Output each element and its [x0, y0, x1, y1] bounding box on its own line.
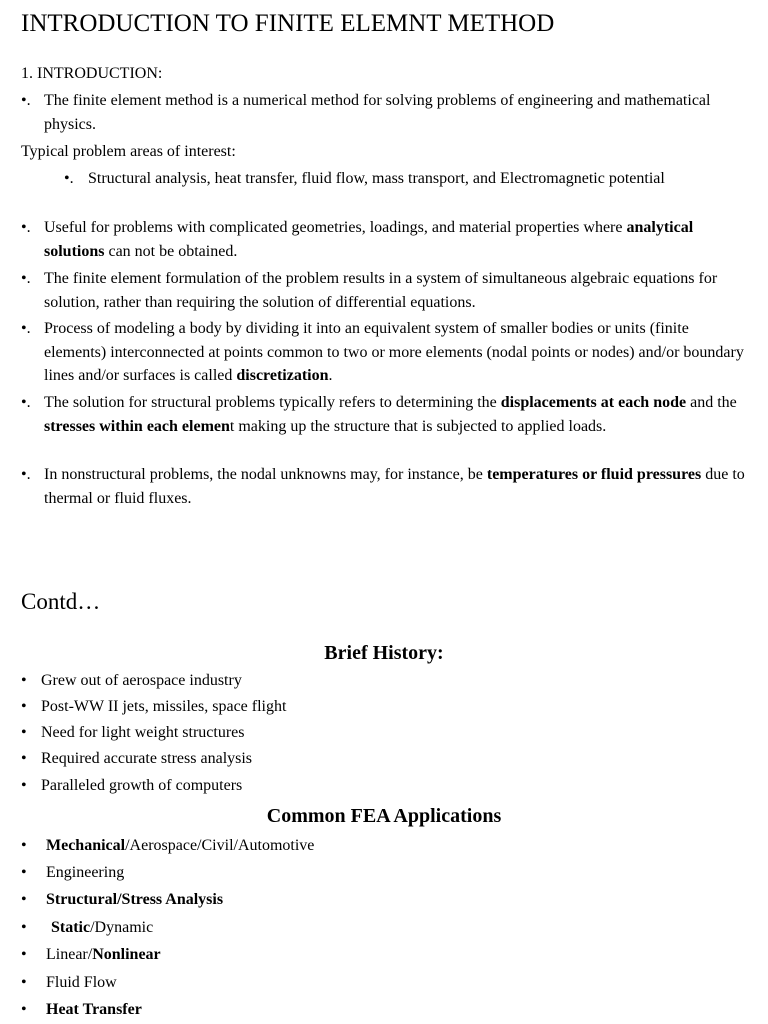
bullet-marker: •	[21, 724, 27, 741]
application-item	[46, 835, 314, 857]
bullet-marker: •	[21, 946, 27, 963]
text-run: In nonstructural problems, the nodal unknowns may, for instance, be	[44, 466, 487, 483]
text-run: The solution for structural problems typically refers to determining the	[44, 394, 501, 411]
intro-bullet-1: The finite element method is a numerical method for solving problems of engineering and mathematical physics.	[44, 92, 711, 133]
bullet-marker: •	[21, 864, 27, 881]
bold-term: Mechanical	[46, 837, 126, 854]
history-item: Grew out of aerospace industry	[41, 672, 242, 689]
bullet-marker: •.	[21, 92, 31, 109]
bullet-marker: •	[21, 837, 27, 854]
bullet-marker: •	[21, 777, 27, 794]
text-run: t making up the structure that is subjected to applied loads.	[229, 417, 607, 435]
application-item	[46, 999, 142, 1021]
applications-heading: Common FEA Applications	[266, 805, 502, 827]
intro-bullet-2	[44, 216, 754, 263]
bold-term: analytical solutions	[44, 219, 694, 260]
section-heading: 1. INTRODUCTION:	[21, 65, 163, 82]
contd-heading: Contd…	[21, 589, 101, 614]
text-run: and the	[686, 394, 737, 411]
page-title: INTRODUCTION TO FINITE ELEMNT METHOD	[21, 10, 555, 37]
bold-term: stresses within each elemen	[44, 417, 230, 435]
bullet-marker: •	[21, 672, 27, 689]
bullet-marker: •.	[64, 170, 74, 187]
text-run: .	[328, 367, 333, 384]
intro-bullet-3: The finite element formulation of the problem results in a system of simultaneous algebraic equations for solution, rather than requiring the solution of differential equations.	[44, 270, 718, 311]
bold-term: Nonlinear	[92, 946, 161, 963]
bullet-marker: •	[21, 750, 27, 767]
history-item: Required accurate stress analysis	[41, 750, 253, 767]
bold-term: Heat Transfer	[46, 1001, 142, 1018]
history-heading: Brief History:	[324, 642, 444, 664]
application-item	[51, 917, 153, 939]
bullet-marker: •.	[21, 270, 31, 287]
bullet-marker: •	[21, 891, 27, 908]
bold-term: displacements at each node	[500, 394, 687, 411]
bullet-marker: •.	[21, 219, 31, 236]
bold-term: discretization	[236, 367, 329, 384]
bullet-marker: •	[21, 974, 27, 991]
bold-term: temperatures or fluid pressures	[486, 466, 702, 483]
text-run: Linear/	[46, 946, 93, 963]
text-run: /Dynamic	[90, 919, 154, 936]
text-run: due to thermal or fluid fluxes.	[44, 466, 745, 507]
bullet-marker: •.	[21, 466, 31, 483]
application-item	[46, 944, 161, 966]
history-item: Paralleled growth of computers	[41, 777, 243, 794]
intro-bullet-6	[44, 463, 754, 510]
application-item: Engineering	[46, 864, 125, 881]
bold-term: Structural/Stress Analysis	[46, 891, 224, 908]
intro-bullet-4	[44, 317, 754, 388]
text-run: Process of modeling a body by dividing it into an equivalent system of smaller bodies or units (finite elements) interconnected at points common to two or more elements (nodal points or nodes) and/or boundary lines and/or surfaces is called	[44, 320, 744, 384]
intro-bullet-5	[44, 391, 754, 438]
sub-bullet-1: Structural analysis, heat transfer, fluid flow, mass transport, and Electromagnetic potential	[88, 170, 665, 187]
bullet-marker: •	[21, 1001, 27, 1018]
bullet-marker: •.	[21, 394, 31, 411]
bullet-marker: •	[21, 919, 27, 936]
typical-areas-label: Typical problem areas of interest:	[21, 143, 236, 160]
text-run: /Aerospace/Civil/Automotive	[125, 837, 315, 854]
bullet-marker: •.	[21, 320, 31, 337]
bullet-marker: •	[21, 698, 27, 715]
application-item: Fluid Flow	[46, 974, 117, 991]
history-item: Post-WW II jets, missiles, space flight	[41, 698, 287, 715]
application-item	[46, 889, 223, 911]
text-run: Useful for problems with complicated geometries, loadings, and material properties where	[44, 219, 627, 236]
history-item: Need for light weight structures	[41, 724, 245, 741]
text-run: can not be obtained.	[104, 242, 238, 260]
bold-term: Static	[51, 919, 91, 936]
